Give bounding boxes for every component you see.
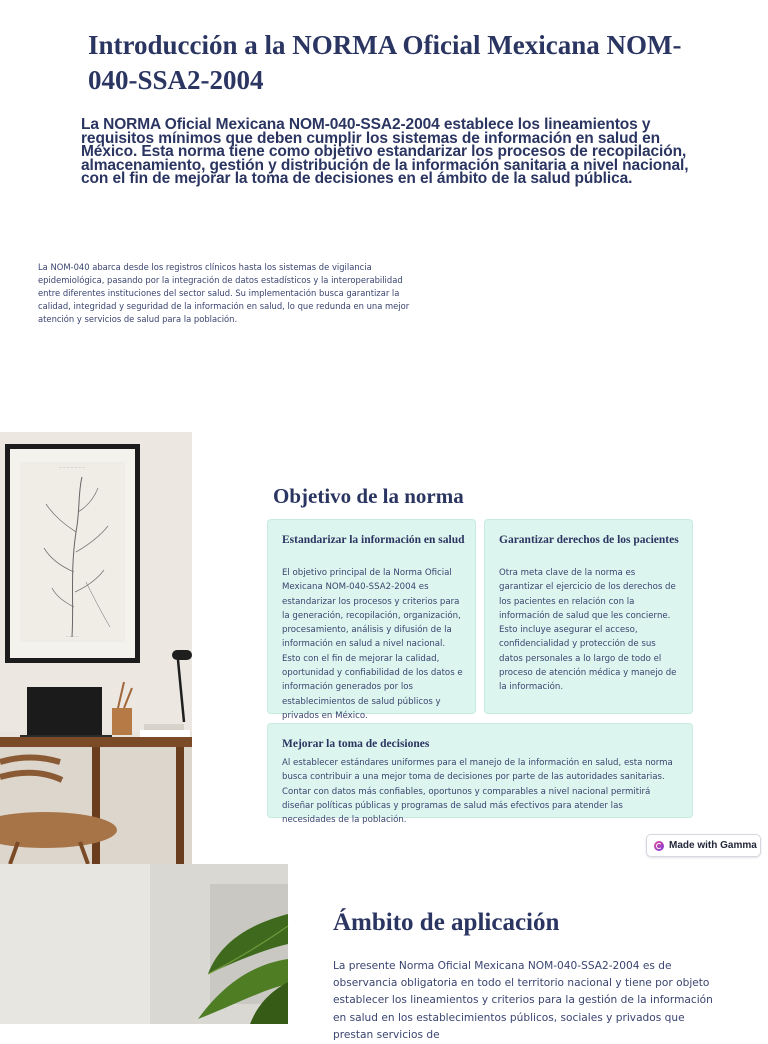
card-text: Otra meta clave de la norma es garantizar el ejercicio de los derechos de los pacientes en relación con la información de salud que les concierne. Esto incluye asegurar el acceso, confidencialidad y protección de sus datos personales a lo largo de todo el proceso de atención médica y manejo de la información. — [499, 568, 677, 693]
objective-section-title: Objetivo de la norma — [273, 484, 464, 508]
gamma-logo-icon — [654, 841, 664, 851]
made-with-gamma-badge[interactable] — [646, 834, 761, 857]
scope-paragraph: La presente Norma Oficial Mexicana NOM-040-SSA2-2004 es de observancia obligatoria en todo el territorio nacional y tiene por objeto establecer los lineamientos y criterios para la gestión de la información en salud en los establecimientos públicos, sociales y privados que prestan servicios de — [333, 960, 713, 1041]
desk-photo — [0, 432, 192, 864]
slide1-detail-paragraph: La NOM-040 abarca desde los registros clínicos hasta los sistemas de vigilancia epidemiológica, pasando por la integración de datos estadísticos y la interoperabilidad entre diferentes instituciones del sector salud. Su implementación busca garantizar la calidad, integridad y seguridad de la información en salud, lo que redunda en una mejor atención y servicios de salud para la población. — [38, 262, 410, 324]
svg-text:— — — — — — —: — — — — — — — — [58, 465, 86, 469]
slide1-title: Introducción a la NORMA Oficial Mexicana NOM-040-SSA2-2004 — [88, 30, 682, 95]
objective-card-patient-rights — [484, 519, 693, 714]
svg-text:— — — —: — — — — — [65, 635, 79, 638]
plant-photo — [0, 864, 288, 1024]
objective-card-standardize — [267, 519, 476, 721]
card-title: Mejorar la toma de decisiones — [282, 738, 430, 750]
objective-card-decision-making — [267, 723, 693, 826]
card-title: Garantizar derechos de los pacientes — [499, 534, 679, 546]
scope-section-title: Ámbito de aplicación — [333, 909, 560, 936]
slide1-lead-paragraph: La NORMA Oficial Mexicana NOM-040-SSA2-2004 establece los lineamientos y requisitos mínimos que deben cumplir los sistemas de información en salud en México. Esta norma tiene como objetivo estandarizar los procesos de recopilación, almacenamiento, gestión y distribución de la información sanitaria a nivel nacional, con el fin de mejorar la toma de decisiones en el ámbito de la salud pública. — [81, 116, 689, 187]
card-title: Estandarizar la información en salud — [282, 534, 465, 546]
card-text: El objetivo principal de la Norma Oficial Mexicana NOM-040-SSA2-2004 es estandarizar los procesos y criterios para la generación, recopilación, organización, procesamiento, análisis y difusión de la información en salud a nivel nacional. Esto con el fin de mejorar la calidad, oportunidad y confiabilidad de los datos e información generados por los establecimientos de salud públicos y privados en México. — [282, 568, 463, 721]
gamma-badge-label: Made with Gamma — [669, 840, 757, 851]
card-text: Al establecer estándares uniformes para el manejo de la información en salud, esta norma busca contribuir a una mejor toma de decisiones por parte de las autoridades sanitarias. Contar con datos más confiables, oportunos y comparables a nivel nacional permitirá diseñar políticas públicas y programas de salud más efectivos para atender las necesidades de la población. — [282, 758, 673, 826]
